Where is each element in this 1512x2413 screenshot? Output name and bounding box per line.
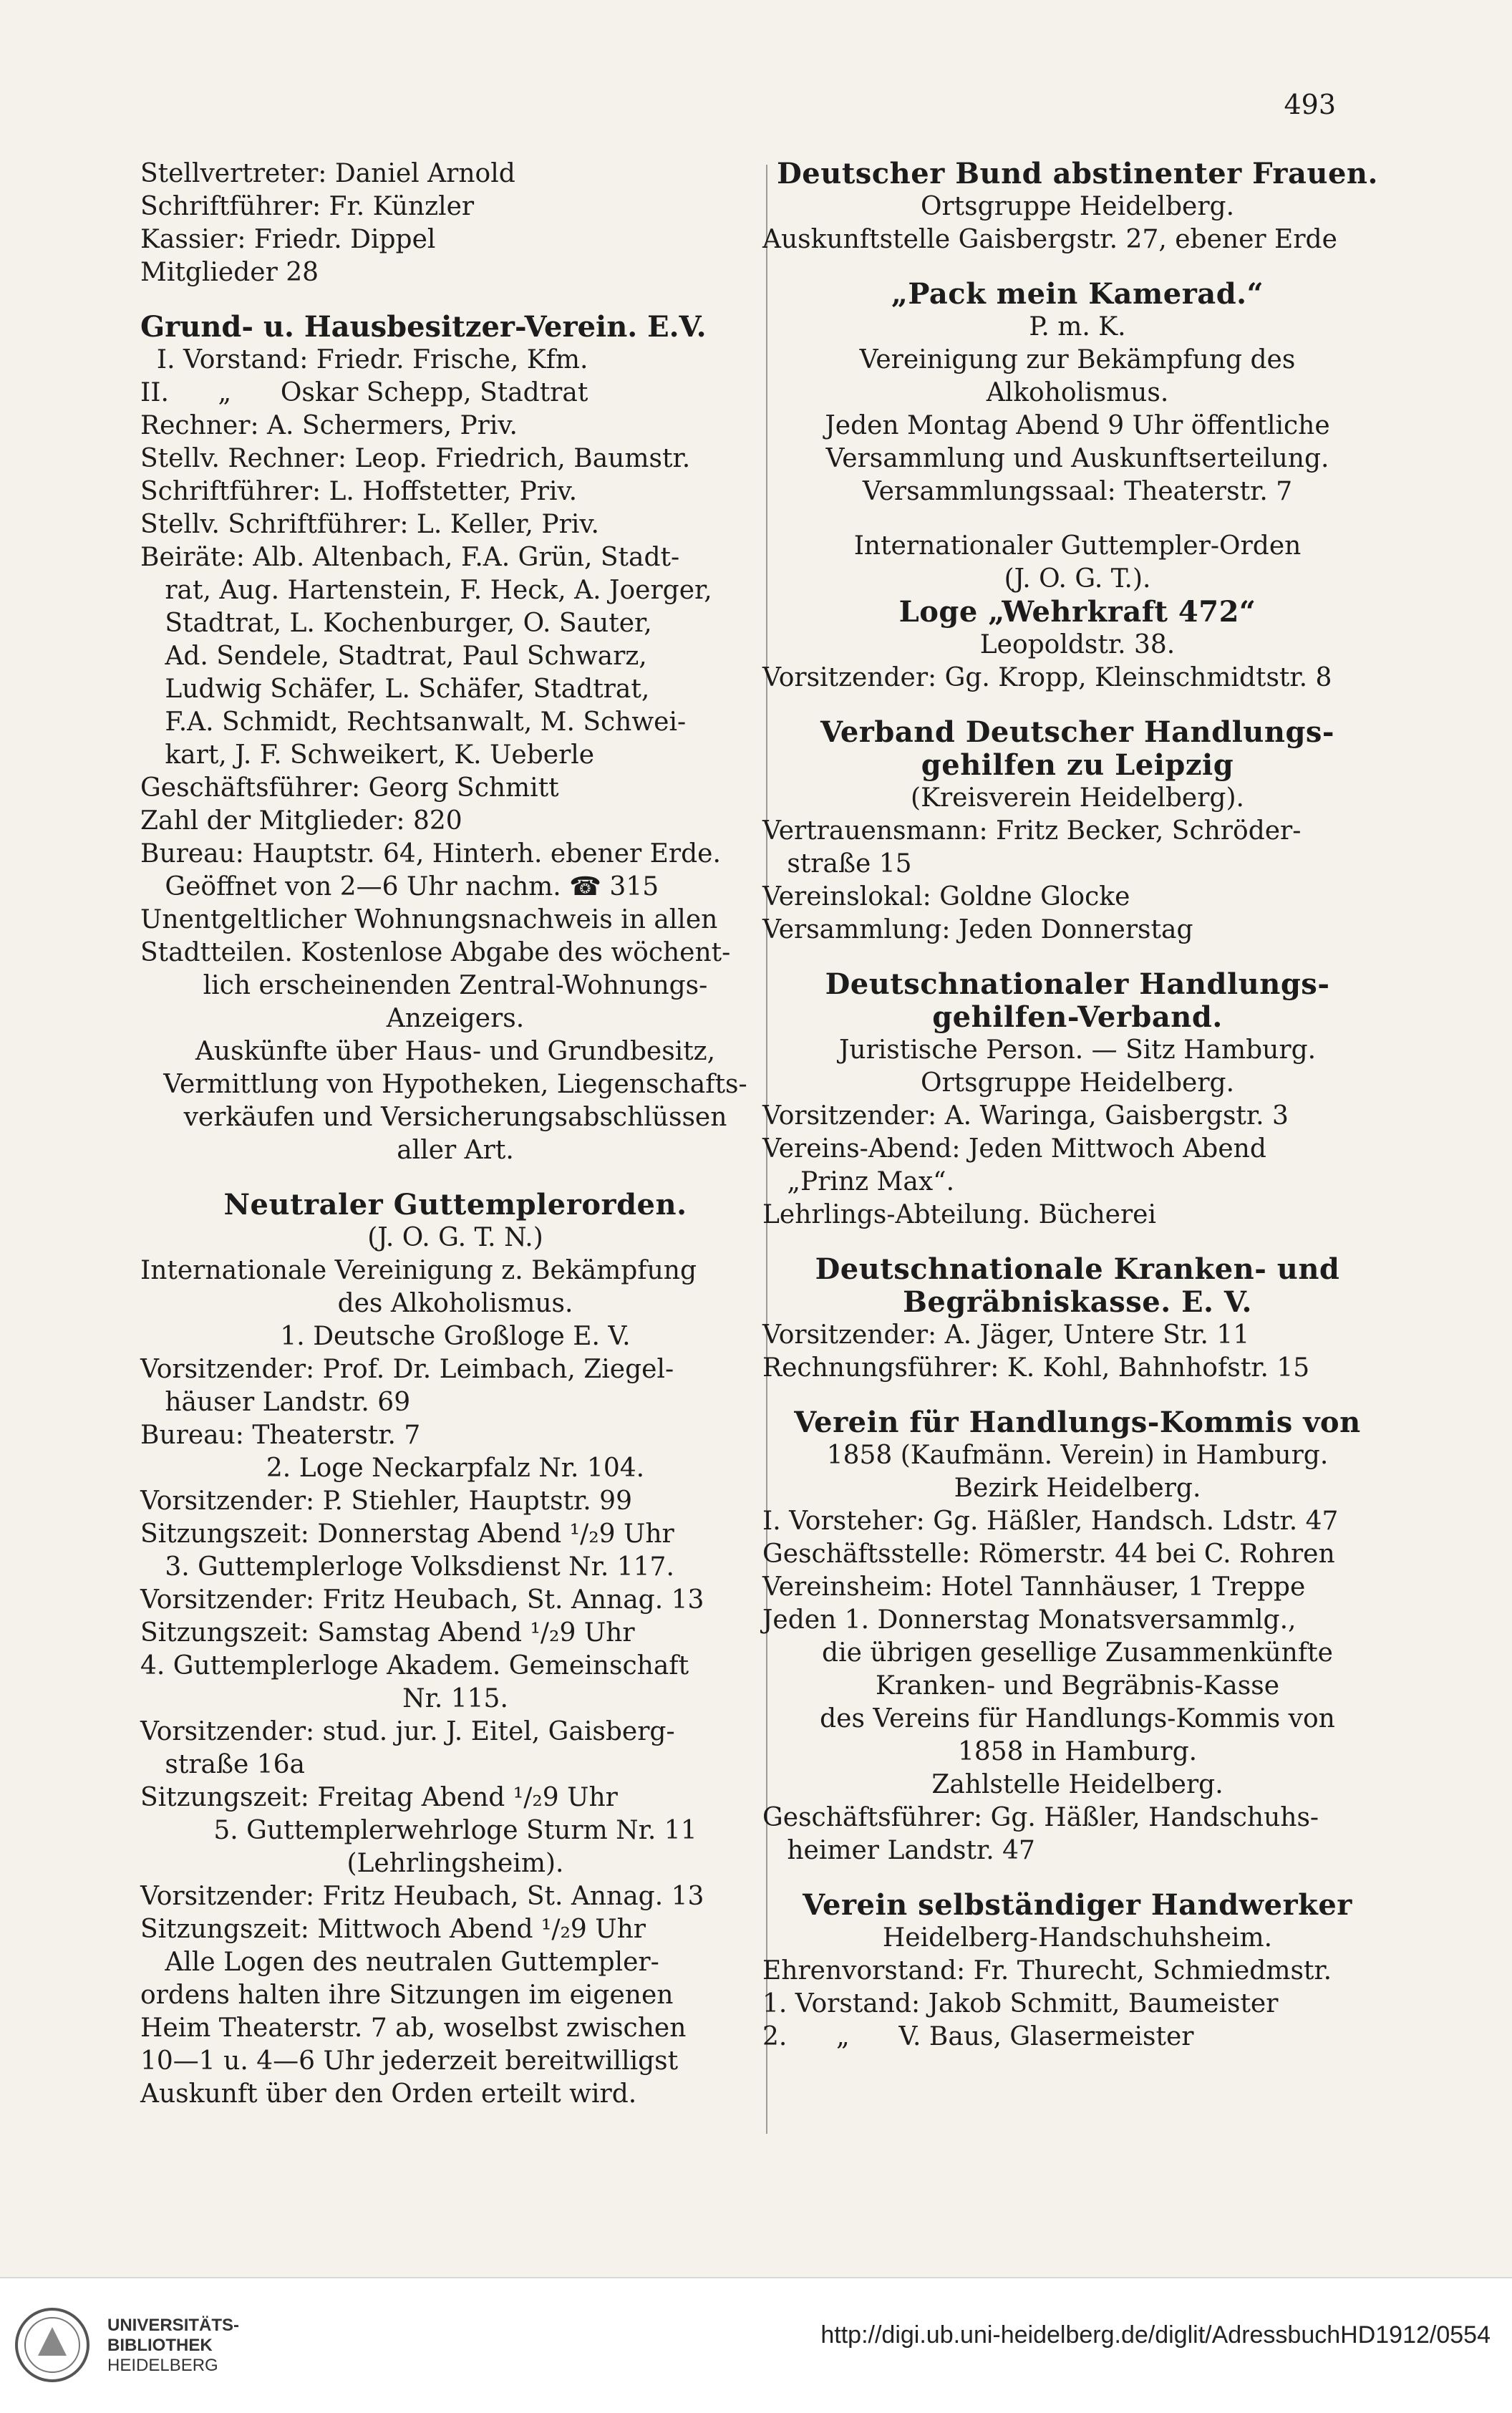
- source-url-link[interactable]: http://digi.ub.uni-heidelberg.de/diglit/AdressbuchHD1912/0554: [820, 2321, 1491, 2349]
- section-heading: Deutschnationale Kranken- und: [815, 1252, 1340, 1286]
- entry-line: Ortsgruppe Heidelberg.: [920, 192, 1235, 221]
- right-column: [762, 158, 1392, 2054]
- entry-line: Vereinigung zur Bekämpfung des: [859, 345, 1296, 374]
- entry-line: (J. O. G. T.).: [1004, 564, 1151, 594]
- section-heading: gehilfen zu Leipzig: [921, 748, 1234, 782]
- entry-line: des Alkoholismus.: [337, 1289, 573, 1318]
- entry-line: Jeden Montag Abend 9 Uhr öffentliche: [825, 411, 1330, 440]
- entry-line: Vorsitzender: A. Jäger, Untere Str. 11: [762, 1320, 1250, 1350]
- entry-line: Internationaler Guttempler-Orden: [853, 531, 1302, 561]
- entry-line: Schriftführer: L. Hoffstetter, Priv.: [140, 477, 578, 506]
- section-heading: Begräbniskasse. E. V.: [903, 1285, 1252, 1319]
- entry-line: 1. Deutsche Großloge E. V.: [280, 1322, 631, 1351]
- left-column: [140, 158, 770, 2111]
- entry-line: Zahl der Mitglieder: 820: [140, 806, 462, 836]
- entry-line: straße 15: [762, 849, 912, 879]
- section-heading: Deutscher Bund abstinenter Frauen.: [777, 157, 1378, 190]
- entry-line: 1858 in Hamburg.: [957, 1737, 1198, 1766]
- entry-line: heimer Landstr. 47: [762, 1836, 1035, 1865]
- entry-line: Sitzungszeit: Freitag Abend ¹/₂9 Uhr: [140, 1783, 618, 1812]
- entry-line: verkäufen und Versicherungsabschlüssen: [183, 1103, 727, 1132]
- entry-line: Kranken- und Begräbnis-Kasse: [876, 1671, 1279, 1701]
- entry-line: Schriftführer: Fr. Künzler: [140, 192, 475, 221]
- entry-line: (J. O. G. T. N.): [367, 1223, 543, 1252]
- entry-line: (Lehrlingsheim).: [346, 1849, 564, 1878]
- entry-line: Ehrenvorstand: Fr. Thurecht, Schmiedmstr.: [762, 1956, 1332, 1986]
- entry-line: Stadtrat, L. Kochenburger, O. Sauter,: [140, 609, 652, 638]
- entry-line: Versammlungssaal: Theaterstr. 7: [862, 477, 1293, 506]
- entry-line: Anzeigers.: [386, 1004, 525, 1033]
- entry-line: Stellv. Rechner: Leop. Friedrich, Baumstr.: [140, 444, 691, 473]
- section-heading: gehilfen-Verband.: [932, 1000, 1223, 1034]
- section-heading: Grund- u. Hausbesitzer-Verein. E.V.: [140, 310, 707, 344]
- entry-line: Leopoldstr. 38.: [979, 630, 1176, 659]
- entry-line: Vereinslokal: Goldne Glocke: [762, 882, 1130, 911]
- entry-line: Jeden 1. Donnerstag Monatsversammlg.,: [762, 1605, 1297, 1635]
- entry-line: Auskünfte über Haus- und Grundbesitz,: [195, 1037, 716, 1066]
- section-heading: „Pack mein Kamerad.“: [891, 277, 1264, 311]
- entry-line: Bureau: Hauptstr. 64, Hinterh. ebener Erde.: [140, 839, 721, 869]
- entry-line: II. „ Oskar Schepp, Stadtrat: [140, 378, 588, 407]
- entry-line: „Prinz Max“.: [762, 1167, 955, 1196]
- entry-line: Geschäftsführer: Georg Schmitt: [140, 773, 559, 803]
- entry-line: Bezirk Heidelberg.: [954, 1474, 1201, 1503]
- entry-line: 2. „ V. Baus, Glasermeister: [762, 2022, 1194, 2051]
- entry-line: Auskunft über den Orden erteilt wird.: [140, 2079, 637, 2109]
- entry-line: Sitzungszeit: Samstag Abend ¹/₂9 Uhr: [140, 1618, 635, 1648]
- entry-line: 1. Vorstand: Jakob Schmitt, Baumeister: [762, 1989, 1279, 2018]
- entry-line: Stellvertreter: Daniel Arnold: [140, 159, 515, 188]
- entry-line: Auskunftstelle Gaisbergstr. 27, ebener Erde: [762, 225, 1337, 254]
- entry-line: F.A. Schmidt, Rechtsanwalt, M. Schwei-: [140, 707, 687, 737]
- entry-line: ordens halten ihre Sitzungen im eigenen: [140, 1981, 674, 2010]
- entry-line: Rechnungsführer: K. Kohl, Bahnhofstr. 15: [762, 1353, 1310, 1383]
- section-heading: Verband Deutscher Handlungs-: [820, 715, 1335, 749]
- entry-line: Nr. 115.: [402, 1684, 508, 1713]
- entry-line: rat, Aug. Hartenstein, F. Heck, A. Joerger,: [140, 576, 712, 605]
- entry-line: Vereinsheim: Hotel Tannhäuser, 1 Treppe: [762, 1572, 1306, 1602]
- university-seal-icon: [13, 2306, 92, 2384]
- entry-line: Heim Theaterstr. 7 ab, woselbst zwischen: [140, 2013, 687, 2043]
- entry-line: 10—1 u. 4—6 Uhr jederzeit bereitwilligst: [140, 2046, 679, 2076]
- entry-line: Vorsitzender: Gg. Kropp, Kleinschmidtstr. 8: [762, 663, 1332, 692]
- entry-line: Zahlstelle Heidelberg.: [931, 1770, 1223, 1799]
- section-heading: Neutraler Guttemplerorden.: [223, 1188, 687, 1222]
- section-heading: Verein für Handlungs-Kommis von: [794, 1406, 1361, 1439]
- entry-line: Vorsitzender: Fritz Heubach, St. Annag. 13: [140, 1882, 704, 1911]
- entry-line: aller Art.: [397, 1136, 514, 1165]
- entry-line: Alkoholismus.: [986, 378, 1169, 407]
- entry-line: Alle Logen des neutralen Guttempler-: [140, 1948, 659, 1977]
- entry-line: lich erscheinenden Zentral-Wohnungs-: [203, 971, 708, 1000]
- entry-line: häuser Landstr. 69: [140, 1388, 411, 1417]
- entry-line: Stadtteilen. Kostenlose Abgabe des wöchent-: [140, 938, 731, 967]
- entry-line: 3. Guttemplerloge Volksdienst Nr. 117.: [140, 1552, 674, 1582]
- entry-line: Heidelberg-Handschuhsheim.: [882, 1923, 1273, 1953]
- entry-line: Vereins-Abend: Jeden Mittwoch Abend: [762, 1134, 1266, 1164]
- entry-line: Vorsitzender: P. Stiehler, Hauptstr. 99: [140, 1486, 632, 1516]
- entry-line: Internationale Vereinigung z. Bekämpfung: [140, 1256, 697, 1285]
- entry-line: die übrigen gesellige Zusammenkünfte: [822, 1638, 1333, 1668]
- entry-line: Sitzungszeit: Mittwoch Abend ¹/₂9 Uhr: [140, 1915, 646, 1944]
- entry-line: 4. Guttemplerloge Akadem. Gemeinschaft: [140, 1651, 689, 1681]
- section-heading: Deutschnationaler Handlungs-: [825, 967, 1330, 1001]
- entry-line: Versammlung: Jeden Donnerstag: [762, 915, 1193, 944]
- entry-line: Ortsgruppe Heidelberg.: [920, 1068, 1235, 1098]
- entry-line: Kassier: Friedr. Dippel: [140, 225, 436, 254]
- entry-line: Beiräte: Alb. Altenbach, F.A. Grün, Stadt-: [140, 543, 680, 572]
- section-heading: Loge „Wehrkraft 472“: [898, 595, 1256, 629]
- entry-line: Juristische Person. — Sitz Hamburg.: [838, 1035, 1317, 1065]
- entry-line: Geöffnet von 2—6 Uhr nachm. ☎ 315: [140, 872, 659, 901]
- entry-line: Stellv. Schriftführer: L. Keller, Priv.: [140, 510, 599, 539]
- entry-line: Ad. Sendele, Stadtrat, Paul Schwarz,: [140, 642, 647, 671]
- footer-bar: [0, 2277, 1512, 2413]
- entry-line: Lehrlings-Abteilung. Bücherei: [762, 1200, 1156, 1229]
- entry-line: Vertrauensmann: Fritz Becker, Schröder-: [762, 816, 1302, 846]
- entry-line: Vorsitzender: A. Waringa, Gaisbergstr. 3: [762, 1101, 1289, 1131]
- section-heading: Verein selbständiger Handwerker: [803, 1888, 1352, 1922]
- entry-line: 5. Guttemplerwehrloge Sturm Nr. 11: [213, 1816, 697, 1845]
- page-number: 493: [1284, 89, 1336, 120]
- entry-line: Geschäftsführer: Gg. Häßler, Handschuhs-: [762, 1803, 1319, 1832]
- entry-line: P. m. K.: [1029, 312, 1126, 342]
- entry-line: Bureau: Theaterstr. 7: [140, 1421, 421, 1450]
- entry-line: Unentgeltlicher Wohnungsnachweis in allen: [140, 905, 718, 934]
- entry-line: Mitglieder 28: [140, 258, 319, 287]
- entry-line: 2. Loge Neckarpfalz Nr. 104.: [266, 1454, 645, 1483]
- entry-line: kart, J. F. Schweikert, K. Ueberle: [140, 740, 595, 770]
- entry-line: Sitzungszeit: Donnerstag Abend ¹/₂9 Uhr: [140, 1519, 674, 1549]
- entry-line: Rechner: A. Schermers, Priv.: [140, 411, 518, 440]
- entry-line: Versammlung und Auskunftserteilung.: [825, 444, 1329, 473]
- entry-line: Vorsitzender: Fritz Heubach, St. Annag. 13: [140, 1585, 704, 1615]
- entry-line: Vermittlung von Hypotheken, Liegenschafts-: [163, 1070, 747, 1099]
- entry-line: (Kreisverein Heidelberg).: [911, 783, 1244, 813]
- entry-line: Vorsitzender: Prof. Dr. Leimbach, Ziegel-: [140, 1355, 674, 1384]
- entry-line: Geschäftsstelle: Römerstr. 44 bei C. Rohren: [762, 1539, 1335, 1569]
- entry-line: Vorsitzender: stud. jur. J. Eitel, Gaisberg-: [140, 1717, 675, 1746]
- library-name: UNIVERSITÄTS- BIBLIOTHEK HEIDELBERG: [107, 2316, 240, 2375]
- entry-line: Ludwig Schäfer, L. Schäfer, Stadtrat,: [140, 674, 650, 704]
- entry-line: des Vereins für Handlungs-Kommis von: [820, 1704, 1335, 1733]
- entry-line: I. Vorstand: Friedr. Frische, Kfm.: [140, 345, 588, 374]
- entry-line: straße 16a: [140, 1750, 306, 1779]
- entry-line: 1858 (Kaufmänn. Verein) in Hamburg.: [826, 1441, 1329, 1470]
- entry-line: I. Vorsteher: Gg. Häßler, Handsch. Ldstr. 47: [762, 1507, 1339, 1536]
